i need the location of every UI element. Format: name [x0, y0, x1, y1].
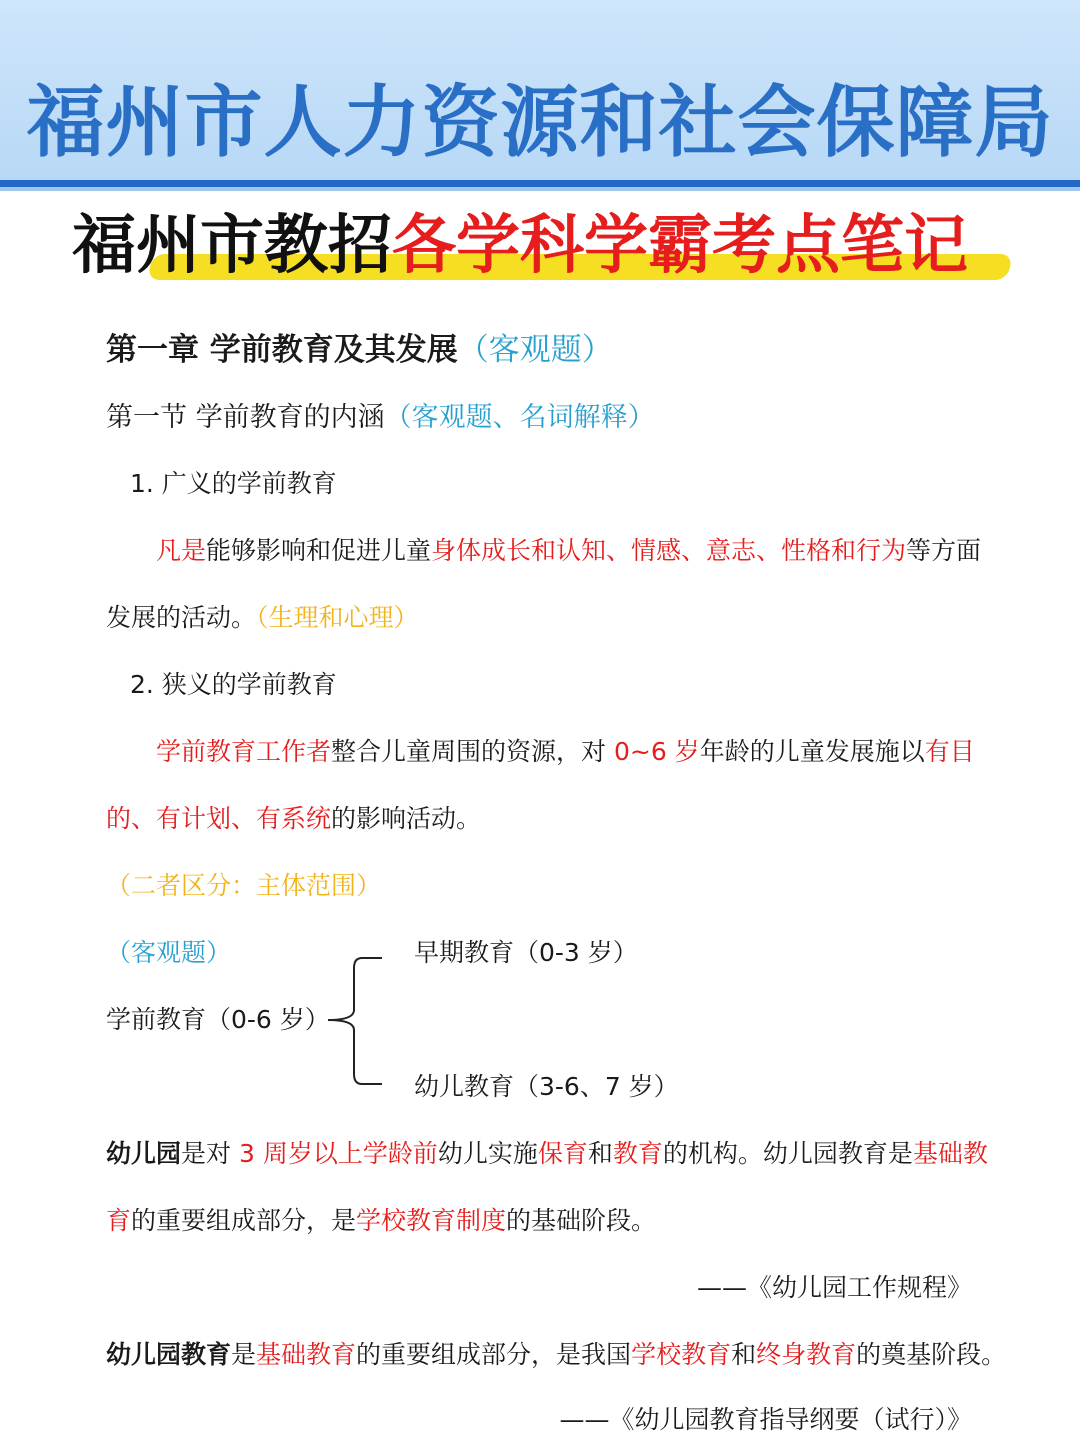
diagram-brace [320, 950, 390, 1090]
banner-title: 福州市人力资源和社会保障局 [26, 78, 1054, 168]
text-red: 基础教育 [256, 1340, 357, 1369]
headline-part-red: 各学科学霸考点笔记 [392, 208, 968, 283]
difference-note: （二者区分：主体范围） [106, 871, 382, 900]
text-red: 0~6 岁 [613, 737, 700, 766]
text-red: 学校教育 [631, 1340, 732, 1369]
text-plain: 幼儿实施 [437, 1139, 538, 1168]
text-red: 3 周岁以上学龄前 [238, 1139, 438, 1168]
diagram-root: 学前教育（0-6 岁） [106, 1005, 330, 1034]
text-plain: 的奠基阶段。 [856, 1340, 1007, 1369]
text-plain: 的重要组成部分，是我国 [356, 1340, 632, 1369]
page-headline [72, 206, 968, 286]
item2-paragraph-line1 [156, 734, 975, 770]
text-plain: 的影响活动。 [331, 804, 482, 833]
header-banner [0, 0, 1080, 180]
section-tag: （客观题、名词解释） [384, 402, 655, 433]
chapter-title [106, 332, 613, 368]
text-red: 的、有计划、有系统 [106, 804, 332, 833]
text-bold: 幼儿园 [106, 1139, 182, 1168]
item1-paragraph-line1 [156, 533, 981, 569]
text-plain: 发展的活动。 [106, 603, 257, 632]
text-plain: 能够影响和促进儿童 [206, 536, 432, 565]
item1-heading: 1. 广义的学前教育 [130, 469, 337, 498]
item2-paragraph-line2 [106, 801, 481, 837]
text-red: 学校教育制度 [356, 1206, 507, 1235]
section-title-text: 第一节 学前教育的内涵 [106, 402, 385, 433]
text-red: 保育 [537, 1139, 588, 1168]
text-red: 凡是 [156, 536, 207, 565]
text-plain: 等方面 [906, 536, 982, 565]
definition-line1 [106, 1136, 988, 1172]
quote2-line [106, 1337, 1006, 1373]
diagram-tag: （客观题） [106, 938, 232, 967]
text-plain: 年龄的儿童发展施以 [699, 737, 925, 766]
text-plain: 是对 [181, 1139, 239, 1168]
definition-line2 [106, 1203, 656, 1239]
chapter-title-text: 第一章 学前教育及其发展 [106, 332, 458, 368]
item2-heading: 2. 狭义的学前教育 [130, 670, 337, 699]
diagram-branch-bottom: 幼儿教育（3-6、7 岁） [414, 1072, 679, 1101]
text-plain: 的机构。幼儿园教育是 [662, 1139, 913, 1168]
text-bold: 幼儿园教育 [106, 1340, 232, 1369]
section-title [106, 400, 655, 436]
definition-source: ——《幼儿园工作规程》 [696, 1273, 972, 1302]
banner-divider-light [0, 187, 1080, 191]
text-red: 学前教育工作者 [156, 737, 332, 766]
text-red: 有目 [924, 737, 975, 766]
chapter-tag: （客观题） [457, 332, 613, 368]
quote2-source: ——《幼儿园教育指导纲要（试行）》 [559, 1405, 972, 1434]
text-plain: 的重要组成部分，是 [131, 1206, 357, 1235]
text-yellow: （生理和心理） [256, 603, 419, 632]
text-plain: 的基础阶段。 [506, 1206, 657, 1235]
text-red: 教育 [612, 1139, 663, 1168]
text-red: 育 [106, 1206, 132, 1235]
text-plain: 是 [231, 1340, 257, 1369]
banner-divider [0, 180, 1080, 187]
item1-paragraph-line2 [106, 600, 419, 636]
headline-part-black: 福州市教招 [72, 208, 392, 283]
text-red: 终身教育 [756, 1340, 857, 1369]
text-plain: 和 [731, 1340, 757, 1369]
text-red: 基础教 [912, 1139, 988, 1168]
diagram-branch-top: 早期教育（0-3 岁） [414, 938, 638, 967]
text-plain: 和 [587, 1139, 613, 1168]
text-plain: 整合儿童周围的资源，对 [331, 737, 614, 766]
text-red: 身体成长和认知、情感、意志、性格和行为 [431, 536, 907, 565]
